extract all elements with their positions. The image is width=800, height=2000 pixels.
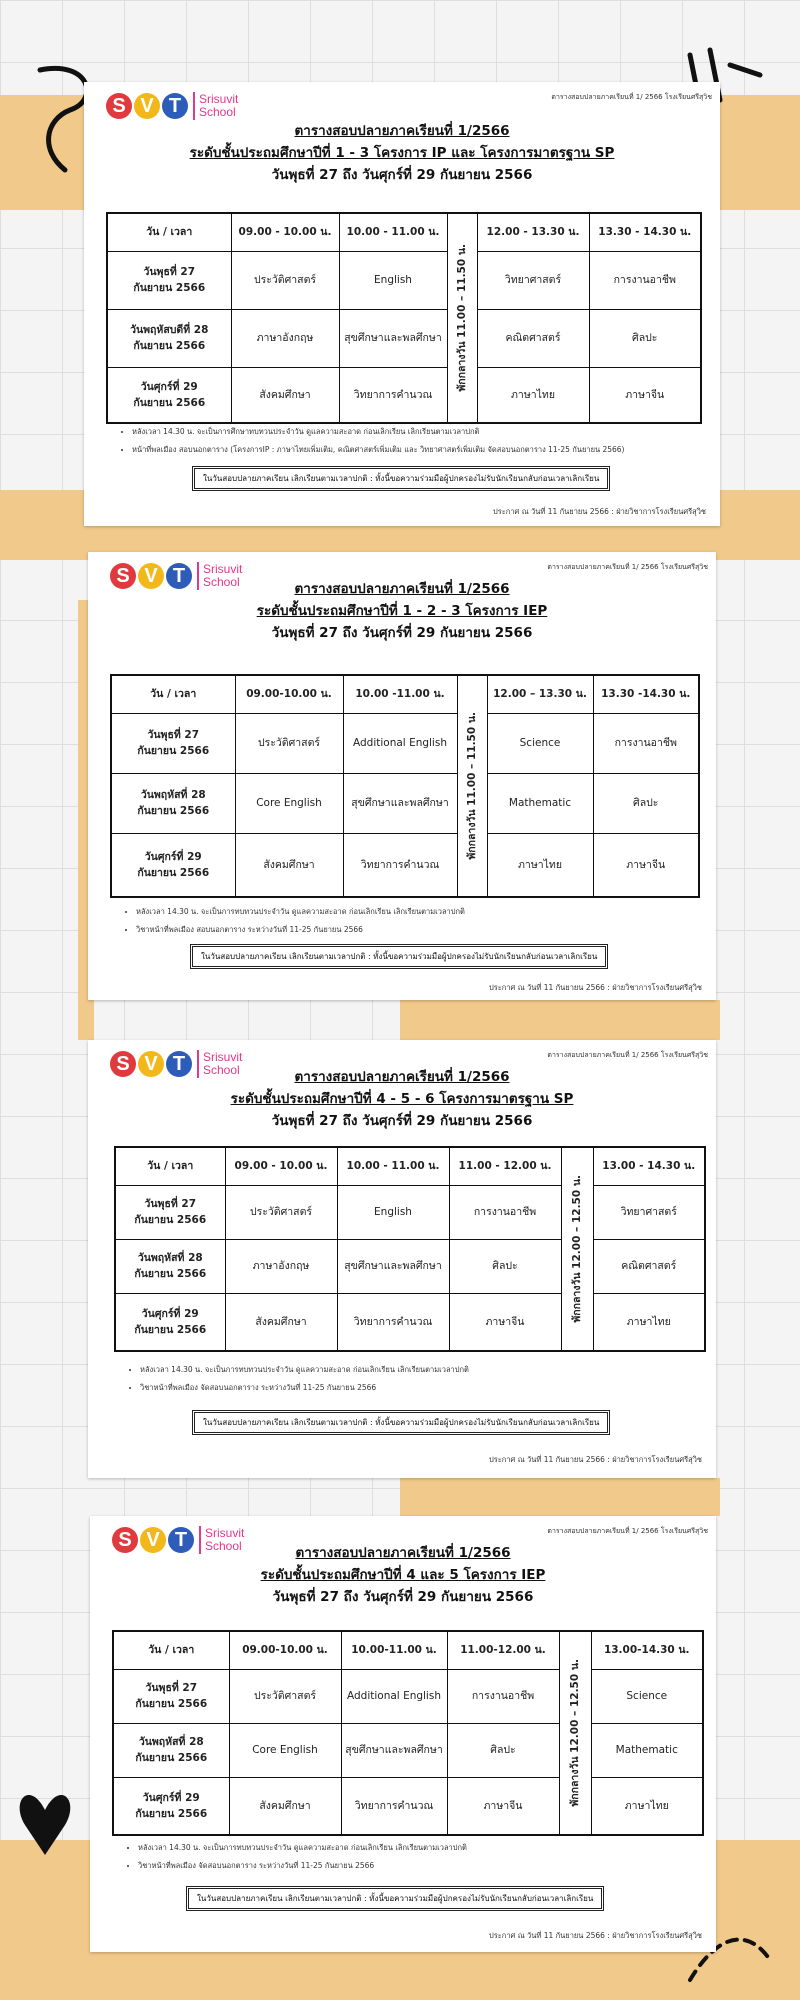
header-slot: 09.00-10.00 น. [235,675,343,713]
subject-cell: ศิลปะ [449,1239,561,1293]
day-cell: วันพุธที่ 27 กันยายน 2566 [107,251,231,309]
exam-table [110,674,700,898]
table-row [115,1239,705,1293]
note-item: • หลังเวลา 14.30 น. จะเป็นการทบทวนประจำวัน ดูแลความสะอาด ก่อนเลิกเรียน เลิกเรียนตามเวลาปกติ [138,1842,718,1854]
subject-cell: ศิลปะ [593,773,699,833]
subject-cell: ประวัติศาสตร์ [225,1185,337,1239]
subject-cell: วิทยาการคำนวณ [341,1777,447,1835]
header-slot: 12.00 – 13.30 น. [487,675,593,713]
subject-cell: วิทยาการคำนวณ [337,1293,449,1351]
header-day-time: วัน / เวลา [111,675,235,713]
day-cell: วันพุธที่ 27 กันยายน 2566 [115,1185,225,1239]
subject-cell: Mathematic [591,1723,703,1777]
exam-table [112,1630,704,1836]
subject-cell: สุขศึกษาและพลศึกษา [339,309,447,367]
notes-list [122,1364,720,1400]
subject-cell: สังคมศึกษา [225,1293,337,1351]
subject-cell: Science [487,713,593,773]
subject-cell: วิทยาศาสตร์ [477,251,589,309]
header-slot: 09.00 - 10.00 น. [225,1147,337,1185]
subject-cell: สุขศึกษาและพลศึกษา [341,1723,447,1777]
subject-cell: ภาษาไทย [487,833,593,897]
subject-cell: สังคมศึกษา [235,833,343,897]
note-item: • หลังเวลา 14.30 น. จะเป็นการทบทวนประจำวัน ดูแลความสะอาด ก่อนเลิกเรียน เลิกเรียนตามเวลาปกติ [136,906,716,918]
exam-sheet [88,552,716,1000]
lunch-break: พักกลางวัน 11.00 – 11.50 น. [447,213,477,423]
subject-cell: สุขศึกษาและพลศึกษา [337,1239,449,1293]
day-cell: วันพุธที่ 27 กันยายน 2566 [113,1669,229,1723]
subject-cell: Core English [235,773,343,833]
day-cell: วันพฤหัสที่ 28 กันยายน 2566 [111,773,235,833]
table-row [107,251,701,309]
day-cell: วันพฤหัสบดีที่ 28 กันยายน 2566 [107,309,231,367]
subject-cell: ประวัติศาสตร์ [229,1669,341,1723]
subject-cell: ประวัติศาสตร์ [235,713,343,773]
subject-cell: การงานอาชีพ [447,1669,559,1723]
header-slot: 11.00-12.00 น. [447,1631,559,1669]
subject-cell: ภาษาจีน [589,367,701,423]
notes-list [120,1842,718,1878]
header-slot: 10.00 - 11.00 น. [339,213,447,251]
heart-icon [10,1780,80,1870]
day-cell: วันพฤหัสที่ 28 กันยายน 2566 [115,1239,225,1293]
day-cell: วันศุกร์ที่ 29 กันยายน 2566 [111,833,235,897]
header-slot: 12.00 - 13.30 น. [477,213,589,251]
header-slot: 13.30 - 14.30 น. [589,213,701,251]
day-cell: วันพฤหัสที่ 28 กันยายน 2566 [113,1723,229,1777]
tape-decoration [400,1478,720,1516]
day-cell: วันศุกร์ที่ 29 กันยายน 2566 [113,1777,229,1835]
table-row [115,1185,705,1239]
subject-cell: ภาษาจีน [449,1293,561,1351]
header-slot: 09.00 - 10.00 น. [231,213,339,251]
note-item: • วิชาหน้าที่พลเมือง สอบนอกตาราง ระหว่างวันที่ 11-25 กันยายน 2566 [136,924,716,936]
header-note: ตารางสอบปลายภาคเรียนที่ 1/ 2566 โรงเรียนศรีสุวิช [547,563,708,571]
lunch-break: พักกลางวัน 11.00 – 11.50 น. [457,675,487,897]
subject-cell: ศิลปะ [447,1723,559,1777]
boxed-notice: ในวันสอบปลายภาคเรียน เลิกเรียนตามเวลาปกติ : ทั้งนี้ขอความร่วมมือผู้ปกครองไม่รับนักเรียนกลับก่อนเวลาเลิกเรียน [190,944,608,969]
subject-cell: วิทยาการคำนวณ [339,367,447,423]
school-logo: S V T Srisuvit School [110,562,242,590]
subject-cell: วิทยาการคำนวณ [343,833,457,897]
subject-cell: สังคมศึกษา [229,1777,341,1835]
table-row [111,713,699,773]
table-row [111,833,699,897]
school-logo: S V T Srisuvit School [112,1526,244,1554]
subject-cell: ภาษาจีน [593,833,699,897]
subject-cell: ภาษาไทย [591,1777,703,1835]
exam-sheet [90,1516,716,1952]
day-cell: วันศุกร์ที่ 29 กันยายน 2566 [107,367,231,423]
header-slot: 10.00-11.00 น. [341,1631,447,1669]
subject-cell: Additional English [341,1669,447,1723]
boxed-notice: ในวันสอบปลายภาคเรียน เลิกเรียนตามเวลาปกติ : ทั้งนี้ขอความร่วมมือผู้ปกครองไม่รับนักเรียนกลับก่อนเวลาเลิกเรียน [192,1410,610,1435]
header-day-time: วัน / เวลา [115,1147,225,1185]
table-row [111,773,699,833]
table-row [113,1723,703,1777]
header-slot: 11.00 - 12.00 น. [449,1147,561,1185]
announcement: ประกาศ ณ วันที่ 11 กันยายน 2566 : ฝ่ายวิชาการโรงเรียนศรีสุวิช [488,1931,702,1940]
header-slot: 10.00 - 11.00 น. [337,1147,449,1185]
header-day-time: วัน / เวลา [113,1631,229,1669]
subject-cell: การงานอาชีพ [589,251,701,309]
notes-list [118,906,716,942]
subject-cell: คณิตศาสตร์ [477,309,589,367]
subject-cell: Mathematic [487,773,593,833]
header-day-time: วัน / เวลา [107,213,231,251]
exam-sheet [88,1040,716,1478]
page-title: ตารางสอบปลายภาคเรียนที่ 1/2566 ระดับชั้นประถมศึกษาปีที่ 1 - 2 - 3 โครงการ IEP วันพุธที่ 27 ถึง วันศุกร์ที่ 29 กันยายน 2566 [256,581,548,641]
table-row [113,1669,703,1723]
exam-table [114,1146,706,1352]
note-item: • หลังเวลา 14.30 น. จะเป็นการทบทวนประจำวัน ดูแลความสะอาด ก่อนเลิกเรียน เลิกเรียนตามเวลาปกติ [140,1364,720,1376]
lunch-break: พักกลางวัน 12.00 – 12.50 น. [561,1147,593,1351]
header-slot: 10.00 -11.00 น. [343,675,457,713]
subject-cell: ภาษาจีน [447,1777,559,1835]
announcement: ประกาศ ณ วันที่ 11 กันยายน 2566 : ฝ่ายวิชาการโรงเรียนศรีสุวิช [488,983,702,992]
header-slot: 13.00 - 14.30 น. [593,1147,705,1185]
boxed-notice: ในวันสอบปลายภาคเรียน เลิกเรียนตามเวลาปกติ : ทั้งนี้ขอความร่วมมือผู้ปกครองไม่รับนักเรียนกลับก่อนเวลาเลิกเรียน [186,1886,604,1911]
table-row [107,367,701,423]
header-note: ตารางสอบปลายภาคเรียนที่ 1/ 2566 โรงเรียนศรีสุวิช [547,1527,708,1535]
subject-cell: ภาษาอังกฤษ [225,1239,337,1293]
day-cell: วันศุกร์ที่ 29 กันยายน 2566 [115,1293,225,1351]
header-note: ตารางสอบปลายภาคเรียนที่ 1/ 2566 โรงเรียนศรีสุวิช [547,1051,708,1059]
subject-cell: ศิลปะ [589,309,701,367]
subject-cell: ประวัติศาสตร์ [231,251,339,309]
note-item: • หน้าที่พลเมือง สอบนอกตาราง (โครงการIP : ภาษาไทยเพิ่มเติม, คณิตศาสตร์เพิ่มเติม และ วิทยาศาสตร์เพิ่มเติม จัดสอบนอกตาราง 11-25 กันยายน 2566) [132,444,722,456]
subject-cell: วิทยาศาสตร์ [593,1185,705,1239]
subject-cell: ภาษาไทย [593,1293,705,1351]
note-item: • วิชาหน้าที่พลเมือง จัดสอบนอกตาราง ระหว่างวันที่ 11-25 กันยายน 2566 [138,1860,718,1872]
announcement: ประกาศ ณ วันที่ 11 กันยายน 2566 : ฝ่ายวิชาการโรงเรียนศรีสุวิช [492,507,706,516]
subject-cell: Core English [229,1723,341,1777]
subject-cell: ภาษาไทย [477,367,589,423]
note-item: • หลังเวลา 14.30 น. จะเป็นการศึกษาทบทวนประจำวัน ดูแลความสะอาด ก่อนเลิกเรียน เลิกเรียนตามเวลาปกติ [132,426,722,438]
header-slot: 09.00-10.00 น. [229,1631,341,1669]
table-row [107,309,701,367]
subject-cell: สุขศึกษาและพลศึกษา [343,773,457,833]
subject-cell: คณิตศาสตร์ [593,1239,705,1293]
announcement: ประกาศ ณ วันที่ 11 กันยายน 2566 : ฝ่ายวิชาการโรงเรียนศรีสุวิช [488,1455,702,1464]
header-slot: 13.00-14.30 น. [591,1631,703,1669]
page-title: ตารางสอบปลายภาคเรียนที่ 1/2566 ระดับชั้นประถมศึกษาปีที่ 4 และ 5 โครงการ IEP วันพุธที่ 27 ถึง วันศุกร์ที่ 29 กันยายน 2566 [260,1545,546,1605]
school-logo: S V T Srisuvit School [110,1050,242,1078]
page-title: ตารางสอบปลายภาคเรียนที่ 1/2566 ระดับชั้นประถมศึกษาปีที่ 1 - 3 โครงการ IP และ โครงการมาตรฐาน SP วันพุธที่ 27 ถึง วันศุกร์ที่ 29 กันยายน 2566 [189,123,615,183]
notes-list [114,426,722,462]
subject-cell: ภาษาอังกฤษ [231,309,339,367]
subject-cell: Science [591,1669,703,1723]
header-note: ตารางสอบปลายภาคเรียนที่ 1/ 2566 โรงเรียนศรีสุวิช [551,93,712,101]
page-title: ตารางสอบปลายภาคเรียนที่ 1/2566 ระดับชั้นประถมศึกษาปีที่ 4 - 5 - 6 โครงการมาตรฐาน SP วันพุธที่ 27 ถึง วันศุกร์ที่ 29 กันยายน 2566 [230,1069,574,1129]
day-cell: วันพุธที่ 27 กันยายน 2566 [111,713,235,773]
note-item: • วิชาหน้าที่พลเมือง จัดสอบนอกตาราง ระหว่างวันที่ 11-25 กันยายน 2566 [140,1382,720,1394]
lunch-break: พักกลางวัน 12.00 – 12.50 น. [559,1631,591,1835]
table-row [115,1293,705,1351]
subject-cell: สังคมศึกษา [231,367,339,423]
subject-cell: English [337,1185,449,1239]
header-slot: 13.30 -14.30 น. [593,675,699,713]
subject-cell: การงานอาชีพ [449,1185,561,1239]
subject-cell: การงานอาชีพ [593,713,699,773]
school-logo: S V T Srisuvit School [106,92,238,120]
exam-table [106,212,702,424]
table-row [113,1777,703,1835]
tape-decoration [400,1000,720,1040]
subject-cell: English [339,251,447,309]
exam-sheet [84,82,720,526]
boxed-notice: ในวันสอบปลายภาคเรียน เลิกเรียนตามเวลาปกติ : ทั้งนี้ขอความร่วมมือผู้ปกครองไม่รับนักเรียนกลับก่อนเวลาเลิกเรียน [192,466,610,491]
subject-cell: Additional English [343,713,457,773]
